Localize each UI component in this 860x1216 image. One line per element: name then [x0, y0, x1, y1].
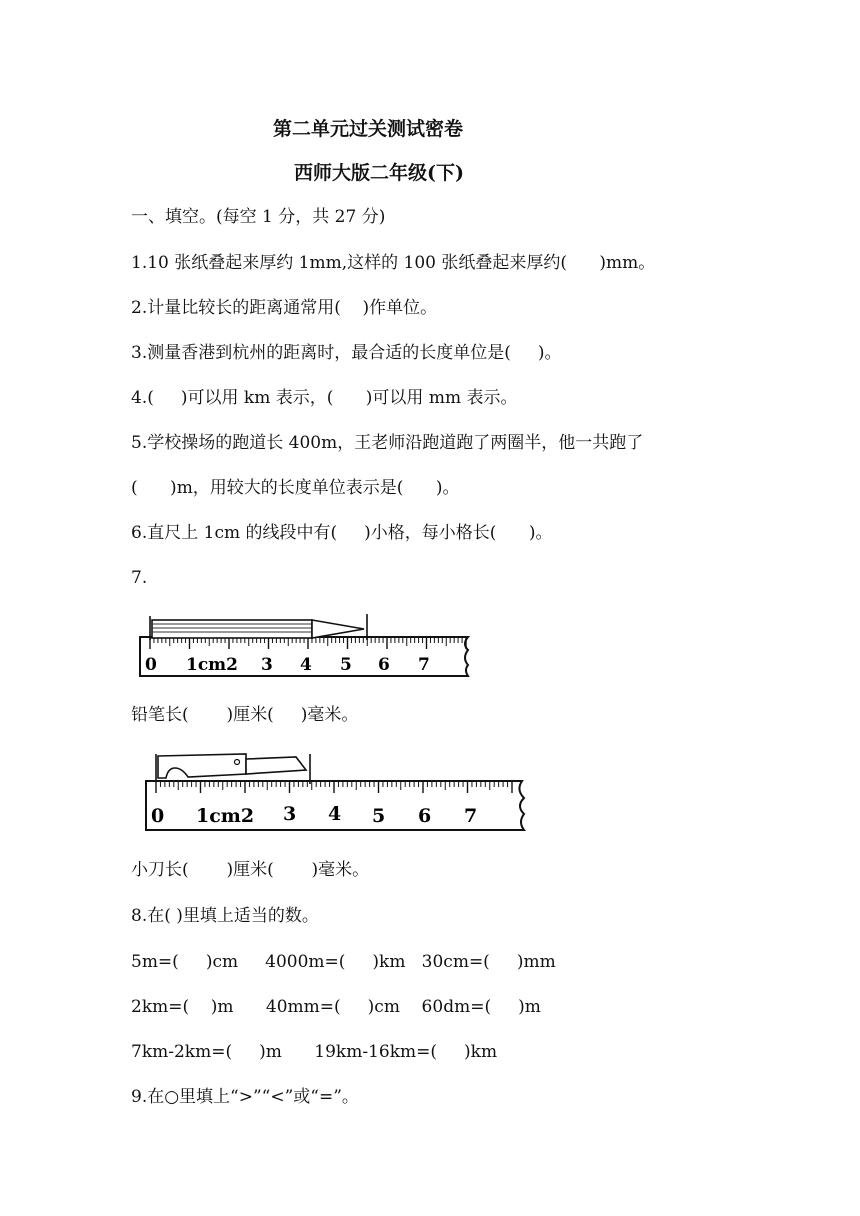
document-title: 第二单元过关测试密卷 — [273, 118, 464, 140]
question-9: 9.在○里填上“>”“<”或“=”。 — [131, 1087, 359, 1107]
ruler-label-7: 7 — [464, 805, 478, 827]
knife-ruler-figure — [138, 748, 538, 836]
question-7-knife-answer: 小刀长( )厘米( )毫米。 — [131, 860, 370, 880]
question-8-row-2: 2km=( )m 40mm=( )cm 60dm=( )m — [131, 997, 541, 1017]
ruler-label-0: 0 — [145, 655, 157, 675]
ruler-label-6: 6 — [418, 805, 432, 827]
question-5-line-1: 5.学校操场的跑道长 400m，王老师沿跑道跑了两圈半，他一共跑了 — [131, 433, 644, 453]
ruler-label-1cm2: 1cm2 — [186, 655, 238, 675]
question-3: 3.测量香港到杭州的距离时，最合适的长度单位是( )。 — [131, 343, 562, 363]
section-heading: 一、填空。(每空 1 分，共 27 分) — [131, 207, 386, 227]
question-7-pencil-answer: 铅笔长( )厘米( )毫米。 — [131, 705, 359, 725]
pencil-ruler-figure — [138, 610, 483, 682]
question-8-heading: 8.在( )里填上适当的数。 — [131, 906, 319, 926]
ruler-label-1cm2: 1cm2 — [196, 805, 255, 827]
ruler-label-3: 3 — [261, 655, 273, 675]
ruler-label-4: 4 — [328, 803, 342, 825]
ruler-label-4: 4 — [300, 655, 312, 675]
ruler-label-0: 0 — [151, 805, 165, 827]
question-1: 1.10 张纸叠起来厚约 1mm,这样的 100 张纸叠起来厚约( )mm。 — [131, 253, 656, 273]
question-2: 2.计量比较长的距离通常用( )作单位。 — [131, 298, 438, 318]
knife-icon — [158, 754, 306, 778]
ruler-label-5: 5 — [372, 805, 386, 827]
ruler-label-3: 3 — [283, 803, 297, 825]
document-subtitle: 西师大版二年级(下) — [294, 162, 464, 184]
question-8-row-3: 7km-2km=( )m 19km-16km=( )km — [131, 1042, 498, 1062]
question-7-label: 7. — [131, 568, 148, 588]
ruler-label-5: 5 — [340, 655, 352, 675]
pencil-icon — [152, 620, 312, 638]
question-5-line-2: ( )m，用较大的长度单位表示是( )。 — [131, 478, 460, 498]
question-6: 6.直尺上 1cm 的线段中有( )小格，每小格长( )。 — [131, 523, 553, 543]
question-4: 4.( )可以用 km 表示，( )可以用 mm 表示。 — [131, 388, 518, 408]
ruler-label-6: 6 — [378, 655, 390, 675]
question-8-row-1: 5m=( )cm 4000m=( )km 30cm=( )mm — [131, 952, 556, 972]
ruler-label-7: 7 — [418, 655, 430, 675]
